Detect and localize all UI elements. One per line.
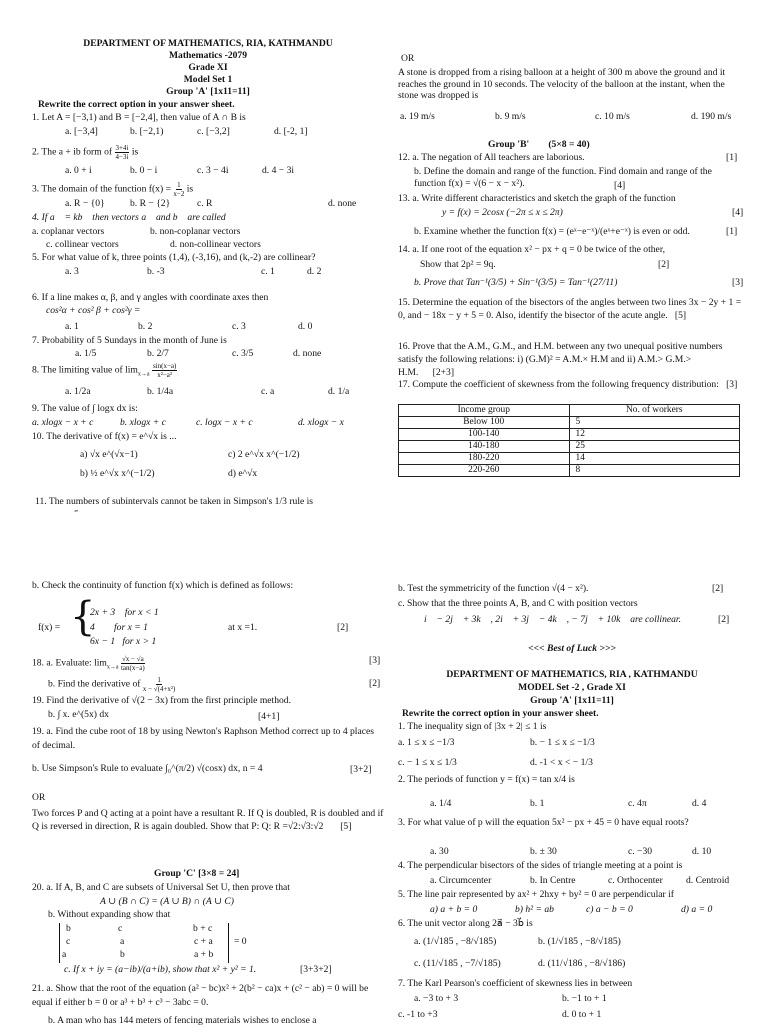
subject-header: Mathematics -2079 xyxy=(168,50,248,61)
best-of-luck: <<< Best of Luck >>> xyxy=(528,643,616,654)
q14a-marks: [2] xyxy=(658,259,670,270)
q18b-marks: [2] xyxy=(369,678,381,689)
set2-question-4: 4. The perpendicular bisectors of the sides of triangle meeting at a point is xyxy=(398,860,683,871)
q5-option-b: b. -3 xyxy=(147,266,165,277)
fx-label: f(x) = xyxy=(38,622,61,633)
set2-question-3: 3. For what value of p will the equation 5x² − px + 45 = 0 have equal roots? xyxy=(398,817,689,828)
grade-header: Grade XI xyxy=(188,62,228,73)
q9-option-a: a. xlogx − x + c xyxy=(32,417,94,428)
q20a-equation: A ∪ (B ∩ C) = (A ∪ B) ∩ (A ∪ C) xyxy=(100,896,234,907)
q3-option-a: a. R − {0} xyxy=(65,198,105,209)
q14a-line2: Show that 2p² = 9q. xyxy=(420,259,496,270)
question-20b: b. Without expanding show that xyxy=(48,909,171,920)
s2-option-b: b. 1 xyxy=(530,798,545,809)
s1-option-c: c. − 1 ≤ x ≤ 1/3 xyxy=(398,757,457,768)
question-7: 7. Probability of 5 Sundays in the month of June is xyxy=(32,335,227,346)
question-19b: b. ∫ x. e^(5x) dx xyxy=(48,709,109,720)
question-16: 16. Prove that the A.M., G.M., and H.M. between any two unequal positive numbers satisfy the following relations: i) (G.M)² = A.M.× H.M and ii) A.M.> G.M.> H.M. [2+3] xyxy=(398,341,723,378)
group-b-header: Group 'B' (5×8 = 40) xyxy=(488,139,590,150)
set2-model-header: MODEL Set -2 , Grade XI xyxy=(518,682,626,693)
question-6: 6. If a line makes α, β, and γ angles with coordinate axes then xyxy=(32,292,269,303)
q2-option-a: a. 0 + i xyxy=(65,165,92,176)
q9-option-b: b. xlogx + c xyxy=(120,417,166,428)
q3-option-c: c. R xyxy=(197,198,213,209)
group-c-header: Group 'C' [3×8 = 24] xyxy=(154,868,240,879)
page2-right-column xyxy=(396,512,748,1024)
table-header: No. of workers xyxy=(569,405,740,417)
group-a-header: Group 'A' [1x11=11] xyxy=(166,86,250,97)
table-cell: 220-260 xyxy=(399,465,570,477)
continuity-marks: [2] xyxy=(337,622,349,633)
s7-option-a: a. −3 to + 3 xyxy=(414,993,459,1004)
question-9: 9. The value of ∫ logx dx is: xyxy=(32,403,138,414)
question-2: 2. The a + ib form of $\frac{3+4i}{4-3i}$ is xyxy=(32,144,139,161)
determinant-equals: = 0 xyxy=(234,936,247,947)
question-18a: 18. a. Evaluate: $\lim_{x\to a}$ $\frac{√x - √a}{\tan(x-a)}$ xyxy=(32,655,145,672)
q8-option-c: c. a xyxy=(261,386,275,397)
set2-question-2: 2. The periods of function y = f(x) = tan x/4 is xyxy=(398,774,575,785)
q9-option-d: d. xlogx − x xyxy=(298,417,344,428)
s5-option-b: b) h² = ab xyxy=(515,904,554,915)
s7-option-c: c. -1 to +3 xyxy=(398,1009,438,1020)
q2-fraction: $\frac{3+4i}{4-3i}$ xyxy=(115,144,129,161)
q18-fraction: $\frac{√x - √a}{\tan(x-a)}$ xyxy=(120,655,145,672)
page1-left-column xyxy=(30,0,386,512)
s2-option-d: d. 4 xyxy=(692,798,707,809)
page2-left-column xyxy=(30,512,386,1024)
piecewise-case-3: 6x − 1 for x > 1 xyxy=(90,636,157,647)
s3-option-d: d. 10 xyxy=(692,846,712,857)
q12b-marks: [4] xyxy=(614,180,626,191)
set2-instruction: Rewrite the correct option in your answer sheet. xyxy=(402,708,599,719)
table-cell: 180-220 xyxy=(399,453,570,465)
table-row xyxy=(399,441,740,453)
q9-option-c: c. logx − x + c xyxy=(196,417,253,428)
q6-option-d: d. 0 xyxy=(298,321,313,332)
question-15: 15. Determine the equation of the bisectors of the angles between two lines 3x − 2y + 1 = 0, and − 18x − y + 5 = 0. Also, identify the bisector of the acute angle. [5] xyxy=(398,297,742,322)
piecewise-case-2: 4 for x = 1 xyxy=(90,622,148,633)
q13-equation: y = f(x) = 2cosx (−2π ≤ x ≤ 2π) xyxy=(442,207,563,218)
q2-option-c: c. 3 − 4i xyxy=(197,165,229,176)
q3-fraction: $\frac{1}{x-2}$ xyxy=(173,181,185,198)
det-cell: c xyxy=(118,923,123,934)
table-header-row xyxy=(399,405,740,417)
determinant-right-bar xyxy=(228,923,229,963)
s4-option-b: b. In Centre xyxy=(530,875,576,886)
q2-option-d: d. 4 − 3i xyxy=(262,165,295,176)
simpson-question: b. Use Simpson's Rule to evaluate ∫₀^(π/2) √(cosx) dx, n = 4 xyxy=(32,763,263,774)
q8-option-d: d. 1/a xyxy=(328,386,350,397)
det-cell: c + a xyxy=(194,936,213,947)
table-cell: 12 xyxy=(569,429,740,441)
s3-option-a: a. 30 xyxy=(430,846,449,857)
stone-option-d: d. 190 m/s xyxy=(691,111,732,122)
s3-option-b: b. ± 30 xyxy=(530,846,557,857)
question-11: 11. The numbers of subintervals cannot be taken in Simpson's 1/3 rule is xyxy=(35,496,314,507)
q7-option-a: a. 1/5 xyxy=(75,348,97,359)
s5-option-c: c) a − b = 0 xyxy=(586,904,633,915)
q19-marks: [4+1] xyxy=(258,711,280,722)
s1-option-b: b. − 1 ≤ x ≤ −1/3 xyxy=(530,737,595,748)
question-17: 17. Compute the coefficient of skewness from the following frequency distribution: [3] xyxy=(398,379,738,390)
q10-option-d: d) e^√x xyxy=(228,468,258,479)
collinear-marks: [2] xyxy=(718,614,730,625)
s6-option-a: a. (1/√185 , −8/√185) xyxy=(414,936,497,947)
stone-option-a: a. 19 m/s xyxy=(400,111,435,122)
table-row xyxy=(399,417,740,429)
q7-option-b: b. 2/7 xyxy=(147,348,169,359)
stone-option-c: c. 10 m/s xyxy=(595,111,630,122)
collinear-question: c. Show that the three points A, B, and C with position vectors xyxy=(398,598,638,609)
table-row xyxy=(399,429,740,441)
s7-option-d: d. 0 to + 1 xyxy=(562,1009,602,1020)
s6-option-d: d. (11/√186 , −8/√186) xyxy=(538,958,626,969)
question-12b: b. Define the domain and range of the function. Find domain and range of the function f(x) = √(6 − x − x²). xyxy=(414,166,712,189)
question-19: 19. Find the derivative of √(2 − 3x) from the first principle method. xyxy=(32,695,291,706)
dept-header: DEPARTMENT OF MATHEMATICS, RIA, KATHMANDU xyxy=(83,38,333,49)
s2-option-a: a. 1/4 xyxy=(430,798,452,809)
q4-option-b: b. non-coplanar vectors xyxy=(150,226,241,237)
set2-dept-header: DEPARTMENT OF MATHEMATICS, RIA , KATHMANDU xyxy=(446,669,698,680)
determinant-left-bar xyxy=(59,923,60,963)
det-cell: c xyxy=(66,936,71,947)
instruction: Rewrite the correct option in your answer sheet. xyxy=(38,99,235,110)
q3-option-d: d. none xyxy=(328,198,357,209)
s4-option-c: c. Orthocenter xyxy=(608,875,663,886)
table-cell: 100-140 xyxy=(399,429,570,441)
question-13b: b. Examine whether the function f(x) = (eˣ−e⁻ˣ)/(eˣ+e⁻ˣ) is even or odd. xyxy=(414,226,690,237)
question-18b: b. Find the derivative of $\frac{1}{\text{x − √(4+x²)}}$ xyxy=(48,676,176,693)
q4-option-c: c. collinear vectors xyxy=(46,239,119,250)
question-12a: 12. a. The negation of All teachers are laborious. xyxy=(398,152,585,163)
q4-option-a: a. coplanar vectors xyxy=(32,226,105,237)
question-5: 5. For what value of k, three points (1,4), (-3,16), and (k,-2) are collinear? xyxy=(32,252,316,263)
s7-option-b: b. −1 to + 1 xyxy=(562,993,607,1004)
s4-option-a: a. Circumcenter xyxy=(430,875,492,886)
s1-option-d: d. -1 < x < − 1/3 xyxy=(530,757,593,768)
q6-option-a: a. 1 xyxy=(65,321,79,332)
table-cell: 5 xyxy=(569,417,740,429)
question-8: 8. The limiting value of $\lim_{x\to a}$ $\frac{\sin(x-a)}{\text{x²−a²}}$ xyxy=(32,362,177,379)
q5-option-d: d. 2 xyxy=(307,266,322,277)
set2-question-6: 6. The unit vector along 2a⃗ − 3b⃗ is xyxy=(398,918,533,929)
symmetricity-question: b. Test the symmetricity of the function √(4 − x²). xyxy=(398,583,589,594)
continuity-question: b. Check the continuity of function f(x) which is defined as follows: xyxy=(32,580,294,591)
q10-option-a: a) √x e^(√x−1) xyxy=(80,449,138,460)
symmetricity-marks: [2] xyxy=(712,583,724,594)
q18a-marks: [3] xyxy=(369,655,381,666)
set2-group-a-header: Group 'A' [1x11=11] xyxy=(530,695,614,706)
q1-option-b: b. [−2,1) xyxy=(130,126,164,137)
question-4: 4. If a⃗ = kb⃗ then vectors a⃗ and b⃗ are called xyxy=(32,212,226,223)
q6-option-c: c. 3 xyxy=(232,321,246,332)
table-row xyxy=(399,465,740,477)
question-1: 1. Let A = [−3,1) and B = [−2,4], then value of A ∩ B is xyxy=(32,112,246,123)
table-header: Income group xyxy=(399,405,570,417)
det-cell: b xyxy=(66,923,71,934)
s5-option-d: d) a = 0 xyxy=(681,904,713,915)
set2-question-7: 7. The Karl Pearson's coefficient of skewness lies in between xyxy=(398,978,633,989)
question-21b: b. A man who has 144 meters of fencing materials wishes to enclose a xyxy=(48,1015,317,1026)
table-cell: 140-180 xyxy=(399,441,570,453)
s2-option-c: c. 4π xyxy=(628,798,647,809)
question-10: 10. The derivative of f(x) = e^√x is ... xyxy=(32,431,177,442)
s3-option-c: c. −30 xyxy=(628,846,653,857)
s6-option-c: c. (11/√185 , −7/√185) xyxy=(414,958,501,969)
question-14a: 14. a. If one root of the equation x² − px + q = 0 be twice of the other, xyxy=(398,244,666,255)
question-20c: c. If x + iy = (a−ib)/(a+ib), show that x² + y² = 1. xyxy=(64,964,257,975)
q13b-marks: [1] xyxy=(726,226,738,237)
q1-option-d: d. [-2, 1] xyxy=(274,126,308,137)
question-21a: 21. a. Show that the root of the equation (a² − bc)x² + 2(b² − ca)x + (c² − ab) = 0 will be equal if either b = 0 or a³ + b³ + c³ − 3abc = 0. xyxy=(32,983,369,1008)
question-14b: b. Prove that Tan⁻¹(3/5) + Sin⁻¹(3/5) = Tan⁻¹(27/11) xyxy=(414,277,618,288)
or-label: OR xyxy=(401,53,415,64)
or-label-2: OR xyxy=(32,792,46,803)
set-header: Model Set 1 xyxy=(183,74,233,85)
stone-option-b: b. 9 m/s xyxy=(495,111,526,122)
q10-option-c: c) 2 e^√x x^(−1/2) xyxy=(228,449,300,460)
q2-option-b: b. 0 − i xyxy=(130,165,158,176)
det-cell: a xyxy=(62,949,67,960)
set2-question-5: 5. The line pair represented by ax² + 2hxy + by² = 0 are perpendicular if xyxy=(398,889,674,900)
position-vectors: i⃗ − 2j⃗ + 3k⃗ , 2i⃗ + 3j⃗ − 4k⃗ , − 7j⃗ + 10k⃗ are collinear. xyxy=(424,614,681,625)
q18b-fraction: $\frac{1}{\text{x − √(4+x²)}}$ xyxy=(142,676,176,693)
s4-option-d: d. Centroid xyxy=(686,875,730,886)
q3-option-b: b. R − {2} xyxy=(130,198,171,209)
q8-option-b: b. 1/4a xyxy=(147,386,174,397)
q5-option-c: c. 1 xyxy=(261,266,275,277)
piecewise-brace: { xyxy=(70,594,96,640)
table-cell: 25 xyxy=(569,441,740,453)
q12a-marks: [1] xyxy=(726,152,738,163)
det-cell: a xyxy=(120,936,125,947)
question-19-alt: 19. a. Find the cube root of 18 by using Newton's Raphson Method correct up to 4 places of decimal. xyxy=(32,726,374,751)
frequency-table xyxy=(398,404,740,477)
q14b-marks: [3] xyxy=(732,277,744,288)
piecewise-case-1: 2x + 3 for x < 1 xyxy=(90,607,159,618)
s6-option-b: b. (1/√185 , −8/√185) xyxy=(538,936,621,947)
table-cell: Below 100 xyxy=(399,417,570,429)
set2-question-1: 1. The inequality sign of |3x + 2| ≤ 1 is xyxy=(398,721,547,732)
question-3: 3. The domain of the function f(x) = $\frac{1}{x-2}$ is xyxy=(32,181,194,198)
table-cell: 14 xyxy=(569,453,740,465)
page-1 xyxy=(0,0,768,512)
forces-question: Two forces P and Q acting at a point have a resultant R. If Q is doubled, R is doubled and if Q is reversed in direction, R is again doubled. Show that P: Q: R =√2:√3:√2 [5] xyxy=(32,808,384,832)
table-cell: 8 xyxy=(569,465,740,477)
q7-option-d: d. none xyxy=(293,348,322,359)
det-cell: b xyxy=(120,949,125,960)
page-2 xyxy=(0,512,768,1024)
q8-fraction: $\frac{\sin(x-a)}{\text{x²−a²}}$ xyxy=(152,362,177,379)
q10-option-b: b) ½ e^√x x^(−1/2) xyxy=(80,468,155,479)
stone-question: A stone is dropped from a rising balloon at a height of 300 m above the ground and it reaches the ground in 10 seconds. The velocity of the balloon at the instant, when the stone was dropped is xyxy=(398,67,726,101)
det-cell: a + b xyxy=(194,949,214,960)
s5-option-a: a) a + b = 0 xyxy=(430,904,478,915)
simpson-marks: [3+2] xyxy=(350,764,372,775)
det-cell: b + c xyxy=(193,923,213,934)
q6-expression: cos²α + cos² β + cos²γ = xyxy=(46,305,141,316)
question-20a: 20. a. If A, B, and C are subsets of Universal Set U, then prove that xyxy=(32,882,290,893)
q7-option-c: c. 3/5 xyxy=(232,348,254,359)
s1-option-a: a. 1 ≤ x ≤ −1/3 xyxy=(398,737,455,748)
q20-marks: [3+3+2] xyxy=(300,964,332,975)
q1-option-c: c. [−3,2] xyxy=(197,126,230,137)
page1-right-column xyxy=(396,0,748,512)
q1-option-a: a. [−3,4] xyxy=(65,126,98,137)
q8-option-a: a. 1/2a xyxy=(65,386,91,397)
table-row xyxy=(399,453,740,465)
q4-option-d: d. non-collinear vectors xyxy=(170,239,261,250)
at-x-label: at x =1. xyxy=(228,622,258,633)
q6-option-b: b. 2 xyxy=(138,321,153,332)
q5-option-a: a. 3 xyxy=(65,266,79,277)
q13a-marks: [4] xyxy=(732,207,744,218)
question-13a: 13. a. Write different characteristics and sketch the graph of the function xyxy=(398,193,676,204)
